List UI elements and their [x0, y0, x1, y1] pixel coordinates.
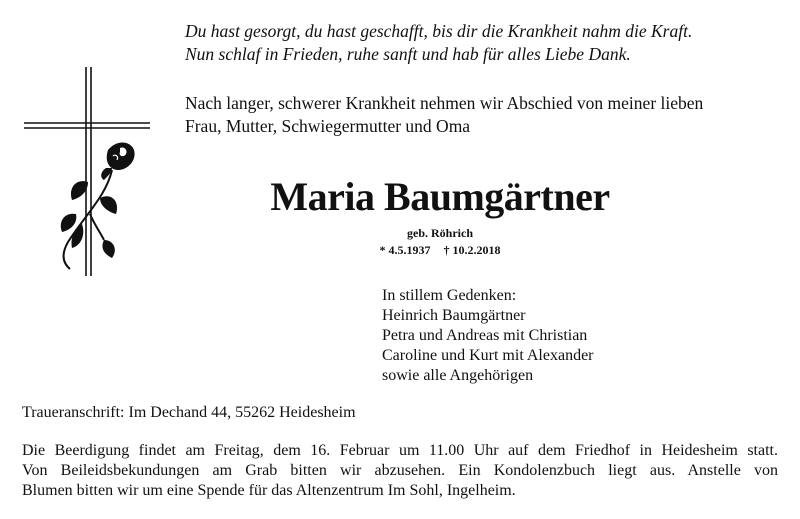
cross-with-rose-icon: [20, 64, 155, 284]
mourners-list: [382, 286, 762, 386]
funeral-line: Von Beileidsbekundungen am Grab bitten wir abzusehen. Ein Kondolenzbuch liegt aus. Anstelle von: [22, 462, 778, 479]
deceased-name: Maria Baumgärtner: [270, 174, 610, 219]
intro-line: Nach langer, schwerer Krankheit nehmen wir Abschied von meiner lieben: [185, 93, 704, 113]
life-dates: [330, 243, 550, 258]
intro-text: [185, 92, 785, 138]
mourner-entry: Caroline und Kurt mit Alexander: [382, 347, 594, 364]
funeral-notice: [22, 441, 778, 501]
intro-line: Frau, Mutter, Schwiegermutter und Oma: [185, 116, 471, 136]
funeral-line: Blumen bitten wir um eine Spende für das Altenzentrum Im Sohl, Ingelheim.: [22, 482, 516, 499]
verse-line: Du hast gesorgt, du hast geschafft, bis dir die Krankheit nahm die Kraft.: [185, 21, 693, 41]
death-date: † 10.2.2018: [443, 243, 501, 257]
mourner-entry: sowie alle Angehörigen: [382, 367, 534, 384]
mourning-address: Traueranschrift: Im Dechand 44, 55262 Heidesheim: [22, 404, 356, 421]
mourner-entry: Petra und Andreas mit Christian: [382, 327, 588, 344]
mourner-entry: Heinrich Baumgärtner: [382, 307, 526, 324]
birth-date: * 4.5.1937: [379, 243, 431, 257]
birth-name: geb. Röhrich: [407, 226, 473, 240]
funeral-line: Die Beerdigung findet am Freitag, dem 16. Februar um 11.00 Uhr auf dem Friedhof in Heidesheim statt.: [22, 442, 778, 459]
verse: [185, 20, 785, 66]
verse-line: Nun schlaf in Frieden, ruhe sanft und hab für alles Liebe Dank.: [185, 44, 631, 64]
mourners-heading: In stillem Gedenken:: [382, 287, 517, 304]
